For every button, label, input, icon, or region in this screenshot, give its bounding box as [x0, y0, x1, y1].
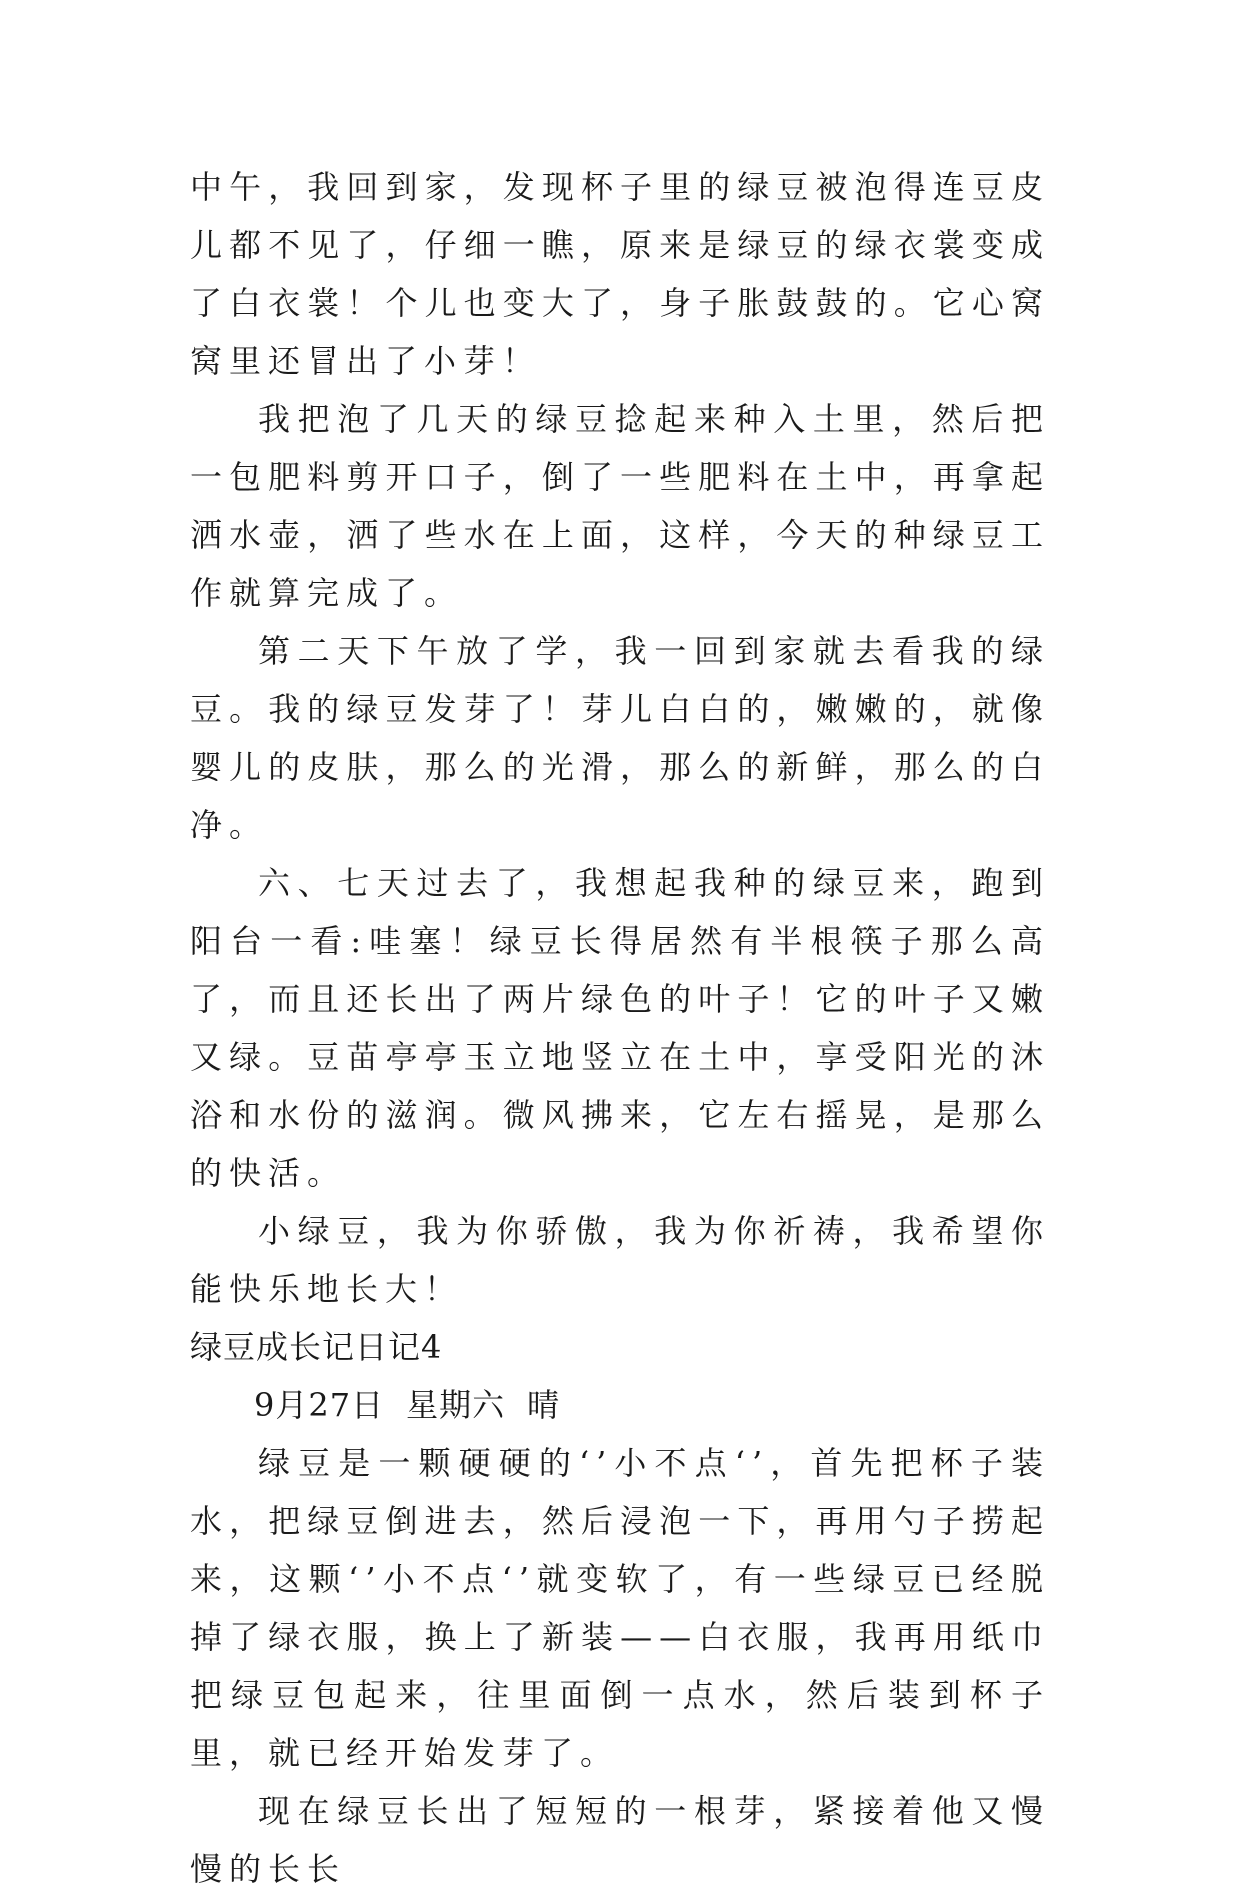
paragraph-2: 我把泡了几天的绿豆捻起来种入土里，然后把一包肥料剪开口子，倒了一些肥料在土中，再拿起洒水壶，洒了些水在上面，这样，今天的种绿豆工作就算完成了。 [190, 400, 1050, 612]
paragraph-5: 小绿豆，我为你骄傲，我为你祈祷，我希望你能快乐地长大！ [190, 1212, 1050, 1308]
paragraph-7: 现在绿豆长出了短短的一根芽，紧接着他又慢慢的长长 [190, 1792, 1050, 1888]
date-weather: 晴 [527, 1386, 561, 1424]
section-title: 绿豆成长记日记4 [190, 1328, 443, 1366]
paragraph-6: 绿豆是一颗硬硬的‘’小不点‘’，首先把杯子装水，把绿豆倒进去，然后浸泡一下，再用勺子捞起来，这颗‘’小不点‘’就变软了，有一些绿豆已经脱掉了绿衣服，换上了新装——白衣服，我再用纸巾把绿豆包起来，往里面倒一点水，然后装到杯子里，就已经开始发芽了。 [190, 1444, 1050, 1772]
date-day: 9月27日 [254, 1386, 385, 1424]
paragraph-3: 第二天下午放了学，我一回到家就去看我的绿豆。我的绿豆发芽了！芽儿白白的，嫩嫩的，就像婴儿的皮肤，那么的光滑，那么的新鲜，那么的白净。 [190, 632, 1050, 844]
date-line [190, 1376, 1050, 1434]
document-page [190, 158, 1050, 1898]
date-weekday: 星期六 [406, 1386, 506, 1424]
paragraph-4: 六、七天过去了，我想起我种的绿豆来，跑到阳台一看:哇塞！绿豆长得居然有半根筷子那么高了，而且还长出了两片绿色的叶子！它的叶子又嫩又绿。豆苗亭亭玉立地竖立在土中，享受阳光的沐浴和水份的滋润。微风拂来，它左右摇晃，是那么的快活。 [190, 864, 1050, 1192]
paragraph-1: 中午，我回到家，发现杯子里的绿豆被泡得连豆皮儿都不见了，仔细一瞧，原来是绿豆的绿衣裳变成了白衣裳！个儿也变大了，身子胀鼓鼓的。它心窝窝里还冒出了小芽！ [190, 168, 1050, 380]
